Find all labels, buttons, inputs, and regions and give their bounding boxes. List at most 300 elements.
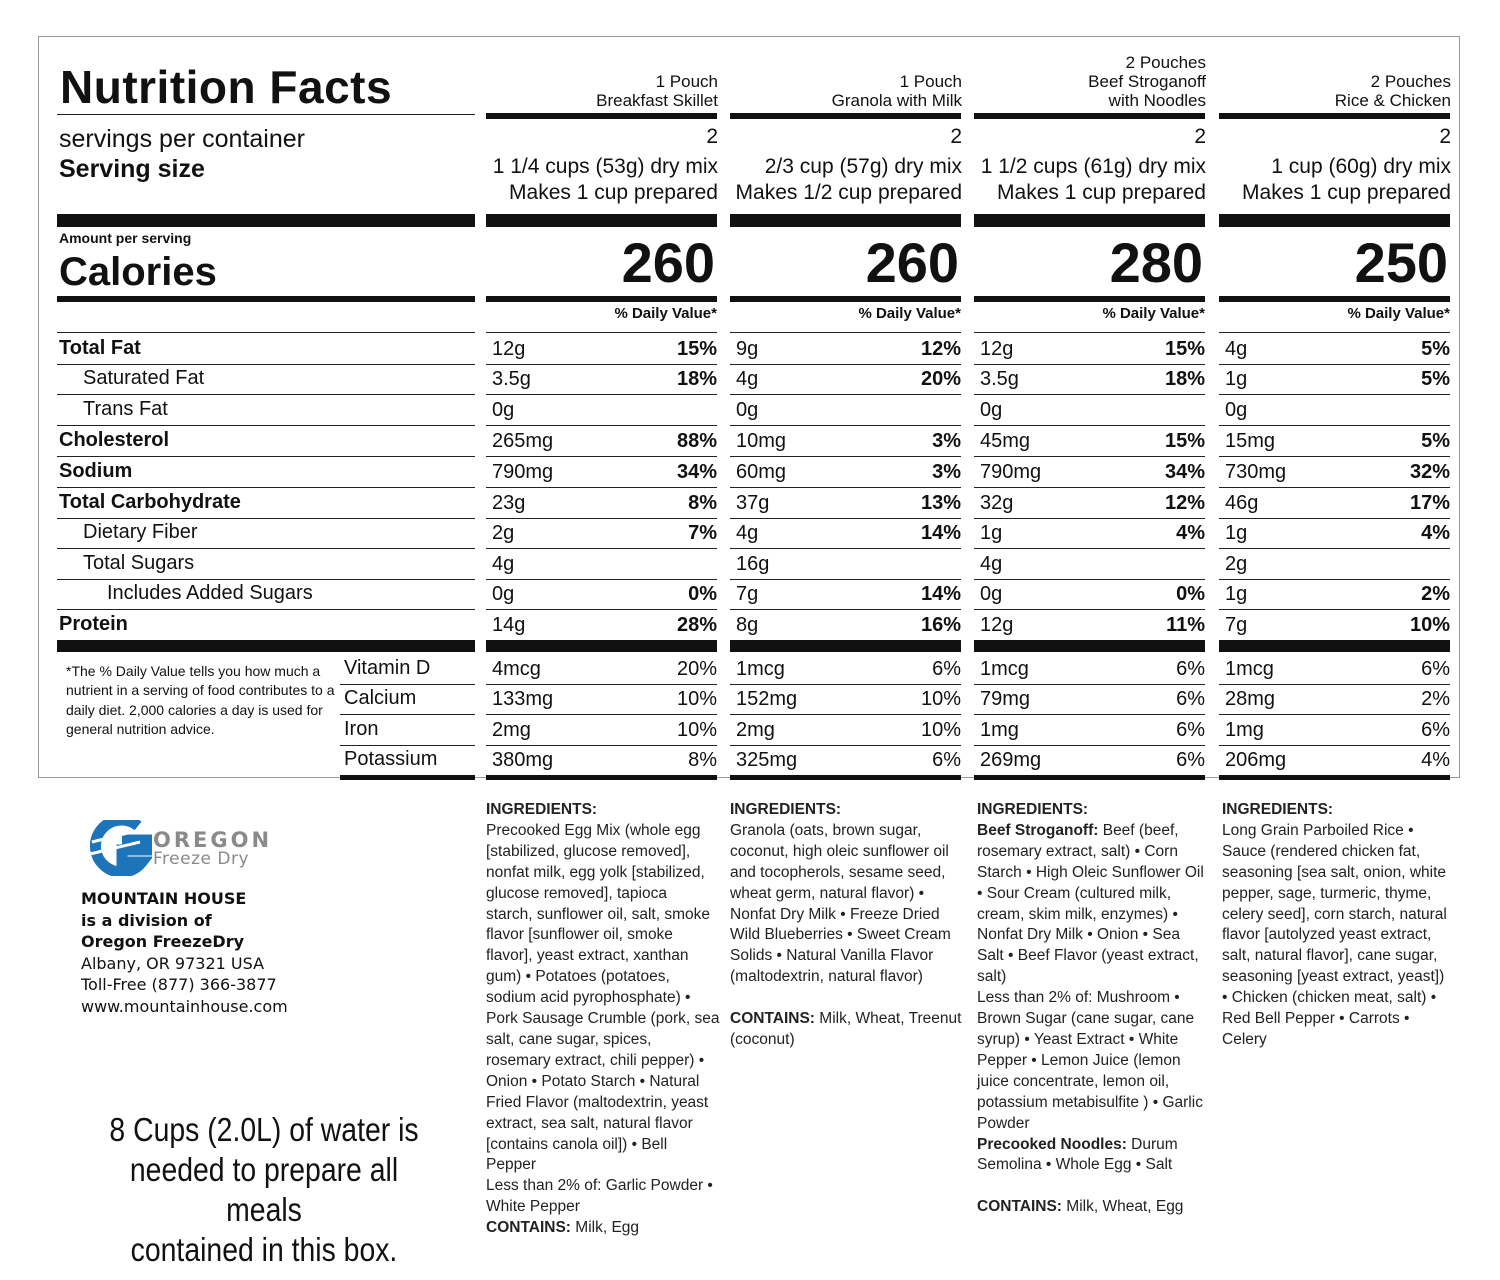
nutrient-amount: 12g xyxy=(492,338,526,360)
nutrient-label: Includes Added Sugars xyxy=(107,582,313,604)
makes-value: Makes 1 cup prepared xyxy=(509,181,718,204)
ingredient-line: juice concentrate, lemon oil, xyxy=(977,1072,1170,1090)
ingredient-line: Onion • Potato Starch • Natural xyxy=(486,1072,700,1090)
medium-rule xyxy=(486,296,717,302)
row-divider xyxy=(974,579,1205,580)
thick-rule xyxy=(486,214,717,227)
contains-label: CONTAINS: xyxy=(977,1198,1062,1216)
ingredient-line: [stabilized, glucose removed], xyxy=(486,842,691,860)
row-divider xyxy=(486,394,717,395)
vitamin-divider xyxy=(486,745,717,746)
row-divider xyxy=(1219,579,1450,580)
medium-rule-left xyxy=(57,296,475,302)
nutrient-amount: 16g xyxy=(736,553,770,575)
vitamin-daily-value: 20% xyxy=(676,658,717,680)
row-divider xyxy=(1219,609,1450,610)
vitamin-amount: 1mcg xyxy=(736,658,785,680)
vitamin-divider xyxy=(486,684,717,685)
vitamin-label: Iron xyxy=(344,718,379,740)
ingredient-line: seasoning [sea salt, onion, white xyxy=(1222,863,1447,881)
vitamin-daily-value: 2% xyxy=(1421,688,1450,710)
ingredient-line: Pepper xyxy=(486,1156,536,1174)
ingredient-gap xyxy=(730,988,961,1009)
nutrient-amount: 3.5g xyxy=(492,368,531,390)
vitamin-daily-value: 10% xyxy=(920,719,961,741)
ingredient-line: Red Bell Pepper • Carrots • xyxy=(1222,1010,1410,1028)
nutrient-amount: 4g xyxy=(736,368,759,390)
nutrient-amount: 32g xyxy=(980,492,1014,514)
serving-size-value: 1 1/4 cups (53g) dry mix xyxy=(492,155,718,178)
ingredient-line: cream, skim milk, enzymes) • xyxy=(977,905,1178,923)
vitamin-label: Potassium xyxy=(344,748,438,770)
ingredient-block xyxy=(730,800,961,1051)
medium-rule xyxy=(974,296,1205,302)
ingredient-line: salt, natural flavor], cane sugar, xyxy=(1222,947,1438,965)
ingredient-line: extract, sea salt, natural flavor xyxy=(486,1114,693,1132)
ingredient-block xyxy=(977,800,1204,1218)
vitamin-daily-value: 6% xyxy=(1421,719,1450,741)
nutrient-daily-value: 5% xyxy=(1421,368,1450,390)
vitamin-divider xyxy=(730,745,961,746)
nutrient-daily-value: 8% xyxy=(688,492,717,514)
nutrient-daily-value: 5% xyxy=(1421,430,1450,452)
nutrient-daily-value: 15% xyxy=(1164,430,1205,452)
vitamin-divider xyxy=(486,714,717,715)
nutrient-daily-value: 28% xyxy=(676,614,717,636)
ingredient-line xyxy=(977,1135,1204,1156)
logo-word-oregon: OREGON xyxy=(153,828,273,852)
vitamin-amount: 380mg xyxy=(492,749,554,771)
ingredient-line: flavor [sunflower oil, smoke xyxy=(486,926,673,944)
ingredient-line: Pepper • Lemon Juice (lemon xyxy=(977,1051,1181,1069)
daily-value-footnote: *The % Daily Value tells you how much a nutrient in a serving of food contributes to a daily diet. 2,000 calories a day is used for general nutrition advice. xyxy=(66,663,335,738)
ingredient-line: Brown Sugar (cane sugar, cane xyxy=(977,1010,1195,1028)
vitamin-daily-value: 6% xyxy=(1176,658,1205,680)
makes-value: Makes 1/2 cup prepared xyxy=(735,181,962,204)
ingredient-line: celery seed], corn starch, natural xyxy=(1222,905,1447,923)
nutrient-amount: 0g xyxy=(736,399,759,421)
vitamin-divider xyxy=(974,745,1205,746)
daily-value-header: % Daily Value* xyxy=(1102,305,1205,322)
ingredient-line: Nonfat Dry Milk • Onion • Sea xyxy=(977,926,1180,944)
vitamin-amount: 2mg xyxy=(492,719,531,741)
nutrient-daily-value: 4% xyxy=(1176,522,1205,544)
ingredient-line: rosemary extract, salt) • Corn xyxy=(977,842,1178,860)
nutrient-amount: 12g xyxy=(980,614,1014,636)
ingredient-line: syrup) • Yeast Extract • White xyxy=(977,1030,1179,1048)
nutrient-amount: 3.5g xyxy=(980,368,1019,390)
calories-value: 250 xyxy=(1354,231,1448,294)
vitamin-amount: 4mcg xyxy=(492,658,541,680)
nutrient-amount: 0g xyxy=(980,399,1003,421)
row-divider xyxy=(486,456,717,457)
header-rule xyxy=(1219,113,1450,119)
nutrient-amount: 37g xyxy=(736,492,770,514)
nutrient-label: Dietary Fiber xyxy=(83,521,198,543)
ingredient-line: (maltodextrin, natural flavor) xyxy=(730,968,923,986)
thick-rule-bottom xyxy=(974,640,1205,652)
ingredient-line: pepper, sage, turmeric, thyme, xyxy=(1222,884,1432,902)
ingredient-line: Celery xyxy=(1222,1030,1267,1048)
ingredient-line: glucose removed], tapioca xyxy=(486,884,667,902)
calories-value: 260 xyxy=(621,231,715,294)
product-name: Granola with Milk xyxy=(831,91,962,110)
contains-line xyxy=(977,1197,1204,1218)
servings-value: 2 xyxy=(706,125,718,148)
nutrient-amount: 1g xyxy=(980,522,1003,544)
vitamin-bottom-rule xyxy=(1219,775,1450,780)
vitamin-amount: 1mcg xyxy=(1225,658,1274,680)
product-pouch-count: 1 Pouch xyxy=(899,72,962,91)
vitamin-daily-value: 4% xyxy=(1421,749,1450,771)
nutrient-label: Total Carbohydrate xyxy=(59,491,241,513)
water-note-line: contained in this box. xyxy=(130,1231,398,1268)
contains-line-2: (coconut) xyxy=(730,1030,795,1048)
row-divider xyxy=(1219,425,1450,426)
nutrient-daily-value: 12% xyxy=(920,338,961,360)
row-divider xyxy=(486,425,717,426)
contains-label: CONTAINS: xyxy=(730,1010,815,1028)
nutrient-amount: 4g xyxy=(1225,338,1248,360)
nutrient-daily-value: 2% xyxy=(1421,583,1450,605)
contains-line xyxy=(730,1009,961,1030)
ingredient-line: Less than 2% of: Mushroom • xyxy=(977,989,1180,1007)
nutrient-daily-value: 18% xyxy=(1164,368,1205,390)
dv-rule-left xyxy=(57,332,475,333)
thick-rule-bottom-left xyxy=(57,640,475,652)
vitamin-daily-value: 10% xyxy=(920,688,961,710)
servings-value: 2 xyxy=(950,125,962,148)
ingredient-line: • Sour Cream (cultured milk, xyxy=(977,884,1172,902)
nutrient-amount: 1g xyxy=(1225,368,1248,390)
row-divider xyxy=(486,609,717,610)
logo-word-freezedry: Freeze Dry xyxy=(153,849,250,869)
row-divider xyxy=(57,518,475,519)
company-website: www.mountainhouse.com xyxy=(81,996,288,1016)
row-divider xyxy=(974,394,1205,395)
vitamin-divider xyxy=(340,714,475,715)
thick-rule-bottom xyxy=(730,640,961,652)
dv-rule xyxy=(1219,332,1450,333)
vitamin-daily-value: 6% xyxy=(1421,658,1450,680)
oregon-freeze-dry-logo-icon xyxy=(82,820,152,876)
row-divider xyxy=(730,548,961,549)
dv-rule xyxy=(486,332,717,333)
product-header xyxy=(1219,72,1451,110)
row-divider xyxy=(486,487,717,488)
servings-value: 2 xyxy=(1194,125,1206,148)
product-pouch-count: 1 Pouch xyxy=(655,72,718,91)
nutrient-label: Cholesterol xyxy=(59,429,170,451)
row-divider xyxy=(1219,548,1450,549)
row-divider xyxy=(57,487,475,488)
row-divider xyxy=(57,425,475,426)
ingredient-line: Fried Flavor (maltodextrin, yeast xyxy=(486,1093,709,1111)
contains-line xyxy=(486,1218,719,1239)
ingredient-line: starch, sunflower oil, salt, smoke xyxy=(486,905,710,923)
serving-size-value: 1 1/2 cups (61g) dry mix xyxy=(980,155,1206,178)
row-divider xyxy=(57,456,475,457)
nutrient-amount: 2g xyxy=(492,522,515,544)
thick-rule-left xyxy=(57,214,475,227)
ingredient-block xyxy=(486,800,719,1239)
nutrient-amount: 1g xyxy=(1225,522,1248,544)
makes-value: Makes 1 cup prepared xyxy=(997,181,1206,204)
ingredient-heading: INGREDIENTS: xyxy=(1222,801,1334,818)
nutrient-daily-value: 4% xyxy=(1421,522,1450,544)
row-divider xyxy=(1219,518,1450,519)
vitamin-bottom-rule xyxy=(486,775,717,780)
row-divider xyxy=(974,609,1205,610)
row-divider xyxy=(730,425,961,426)
nutrient-amount: 60mg xyxy=(736,461,787,483)
nutrient-amount: 0g xyxy=(492,399,515,421)
ingredient-text: Durum xyxy=(1126,1135,1178,1153)
vitamin-divider xyxy=(340,684,475,685)
nutrient-amount: 265mg xyxy=(492,430,554,452)
thick-rule-bottom xyxy=(486,640,717,652)
ingredient-lead: Beef Stroganoff: xyxy=(977,821,1099,839)
ingredient-line: salt, cane sugar, spices, xyxy=(486,1030,652,1048)
ingredient-line: Nonfat Dry Milk • Freeze Dried xyxy=(730,905,940,923)
ingredient-line: • Chicken (chicken meat, salt) • xyxy=(1222,989,1437,1007)
amount-per-serving: Amount per serving xyxy=(59,230,192,246)
ingredient-line: flavor], yeast extract, xanthan xyxy=(486,947,689,965)
vitamin-divider xyxy=(974,714,1205,715)
nutrient-amount: 730mg xyxy=(1225,461,1287,483)
ingredient-block xyxy=(1222,800,1447,1051)
product-header xyxy=(730,72,962,110)
vitamin-divider xyxy=(1219,714,1450,715)
nutrient-amount: 45mg xyxy=(980,430,1031,452)
nutrient-amount: 790mg xyxy=(492,461,554,483)
vitamin-daily-value: 6% xyxy=(1176,688,1205,710)
vitamin-amount: 79mg xyxy=(980,688,1031,710)
product-name: Rice & Chicken xyxy=(1334,91,1451,110)
vitamin-daily-value: 10% xyxy=(676,688,717,710)
nutrient-label: Saturated Fat xyxy=(83,367,205,389)
row-divider xyxy=(974,425,1205,426)
serving-size-label: Serving size xyxy=(59,155,205,183)
nutrient-amount: 15mg xyxy=(1225,430,1276,452)
ingredient-line: Sauce (rendered chicken fat, xyxy=(1222,842,1421,860)
nutrient-daily-value: 11% xyxy=(1166,614,1205,636)
nutrient-daily-value: 17% xyxy=(1409,492,1450,514)
ingredient-line: rosemary extract, chili pepper) • xyxy=(486,1051,705,1069)
nutrient-daily-value: 10% xyxy=(1409,614,1450,636)
vitamin-amount: 1mg xyxy=(980,719,1019,741)
vitamin-daily-value: 6% xyxy=(932,658,961,680)
ingredient-line: Starch • High Oleic Sunflower Oil xyxy=(977,863,1204,881)
row-divider xyxy=(730,518,961,519)
row-divider xyxy=(57,609,475,610)
nutrient-daily-value: 5% xyxy=(1421,338,1450,360)
header-rule xyxy=(486,113,717,119)
dv-rule xyxy=(974,332,1205,333)
nutrient-amount: 4g xyxy=(980,553,1003,575)
product-name: Beef Stroganoff xyxy=(1088,72,1206,91)
vitamin-bottom-rule xyxy=(730,775,961,780)
nutrient-daily-value: 18% xyxy=(676,368,717,390)
vitamin-daily-value: 8% xyxy=(688,749,717,771)
vitamin-amount: 1mg xyxy=(1225,719,1264,741)
ingredient-line: wheat germ, natural flavor) • xyxy=(730,884,925,902)
ingredient-line: Powder xyxy=(977,1114,1030,1132)
row-divider xyxy=(730,394,961,395)
row-divider xyxy=(1219,456,1450,457)
ingredient-lead: Precooked Noodles: xyxy=(977,1135,1127,1153)
vitamin-divider xyxy=(730,714,961,715)
nutrient-daily-value: 3% xyxy=(932,461,961,483)
contains-value: Milk, Egg xyxy=(575,1219,640,1237)
nutrient-label: Protein xyxy=(59,613,128,635)
company-address xyxy=(81,888,288,1017)
ingredient-line: Wild Blueberries • Sweet Cream xyxy=(730,926,951,944)
nutrient-amount: 46g xyxy=(1225,492,1259,514)
company-line-3: Oregon FreezeDry xyxy=(81,932,245,951)
row-divider xyxy=(730,609,961,610)
product-pouch-count: 2 Pouches xyxy=(1125,53,1206,72)
header-rule xyxy=(974,113,1205,119)
row-divider xyxy=(57,394,475,395)
ingredient-line: Pork Sausage Crumble (pork, sea xyxy=(486,1010,720,1028)
daily-value-header: % Daily Value* xyxy=(614,305,717,322)
water-note-line: 8 Cups (2.0L) of water is xyxy=(109,1111,419,1148)
nutrient-amount: 8g xyxy=(736,614,759,636)
ingredient-line: potassium metabisulfite ) • Garlic xyxy=(977,1093,1203,1111)
nutrient-amount: 9g xyxy=(736,338,759,360)
ingredient-line: [contains canola oil]) • Bell xyxy=(486,1135,668,1153)
medium-rule xyxy=(1219,296,1450,302)
product-name-line2: with Noodles xyxy=(1108,91,1206,110)
product-pouch-count: 2 Pouches xyxy=(1370,72,1451,91)
row-divider xyxy=(730,487,961,488)
row-divider xyxy=(486,548,717,549)
ingredient-heading: INGREDIENTS: xyxy=(977,801,1089,818)
row-divider xyxy=(57,548,475,549)
nutrient-amount: 10mg xyxy=(736,430,787,452)
nutrient-label: Sodium xyxy=(59,460,133,482)
row-divider xyxy=(730,364,961,365)
nutrient-label: Total Fat xyxy=(59,337,141,359)
row-divider xyxy=(486,518,717,519)
serving-size-value: 2/3 cup (57g) dry mix xyxy=(764,155,962,178)
nutrient-amount: 7g xyxy=(736,583,759,605)
nutrient-daily-value: 13% xyxy=(920,492,961,514)
ingredient-line: seasoning [yeast extract, yeast]) xyxy=(1222,968,1445,986)
nutrient-amount: 7g xyxy=(1225,614,1248,636)
medium-rule xyxy=(730,296,961,302)
contains-value: Milk, Wheat, Treenut xyxy=(819,1010,962,1028)
dv-rule xyxy=(730,332,961,333)
makes-value: Makes 1 cup prepared xyxy=(1242,181,1451,204)
ingredient-heading: INGREDIENTS: xyxy=(730,801,842,818)
daily-value-header: % Daily Value* xyxy=(1347,305,1450,322)
nutrient-daily-value: 16% xyxy=(920,614,961,636)
company-line-1: MOUNTAIN HOUSE xyxy=(81,889,247,908)
thick-rule-bottom xyxy=(1219,640,1450,652)
vitamin-amount: 325mg xyxy=(736,749,798,771)
vitamin-divider xyxy=(1219,684,1450,685)
vitamin-amount: 133mg xyxy=(492,688,554,710)
row-divider xyxy=(57,579,475,580)
vitamin-daily-value: 6% xyxy=(1176,719,1205,741)
ingredient-line: nonfat milk, egg yolk [stabilized, xyxy=(486,863,705,881)
vitamin-label: Calcium xyxy=(344,687,417,709)
thick-rule xyxy=(1219,214,1450,227)
ingredient-line xyxy=(977,821,1204,842)
title-rule xyxy=(57,114,475,115)
ingredient-line: Long Grain Parboiled Rice • xyxy=(1222,821,1414,839)
nutrient-daily-value: 3% xyxy=(932,430,961,452)
header-rule xyxy=(730,113,961,119)
nutrient-amount: 0g xyxy=(980,583,1003,605)
company-line-4: Albany, OR 97321 USA xyxy=(81,953,265,973)
nutrient-daily-value: 14% xyxy=(920,583,961,605)
water-note xyxy=(89,1110,440,1270)
ingredient-line: gum) • Potatoes (potatoes, xyxy=(486,968,670,986)
nutrient-amount: 4g xyxy=(492,553,515,575)
ingredient-line: flavor [autolyzed yeast extract, xyxy=(1222,926,1432,944)
calories-value: 280 xyxy=(1109,231,1203,294)
nutrient-amount: 1g xyxy=(1225,583,1248,605)
vitamin-daily-value: 10% xyxy=(676,719,717,741)
ingredient-line: Granola (oats, brown sugar, xyxy=(730,821,922,839)
ingredient-line: sodium acid pyrophosphate) • xyxy=(486,989,691,1007)
thick-rule xyxy=(730,214,961,227)
serving-size-value: 1 cup (60g) dry mix xyxy=(1271,155,1451,178)
vitamin-bottom-rule xyxy=(974,775,1205,780)
nutrition-facts-title: Nutrition Facts xyxy=(60,61,393,113)
row-divider xyxy=(57,364,475,365)
ingredient-gap xyxy=(977,1176,1204,1197)
row-divider xyxy=(486,364,717,365)
vitamin-amount: 206mg xyxy=(1225,749,1287,771)
servings-value: 2 xyxy=(1439,125,1451,148)
ingredient-line: Solids • Natural Vanilla Flavor xyxy=(730,947,934,965)
vitamin-daily-value: 6% xyxy=(932,749,961,771)
vitamin-divider xyxy=(974,684,1205,685)
nutrient-daily-value: 34% xyxy=(1164,461,1205,483)
vitamin-amount: 269mg xyxy=(980,749,1042,771)
ingredient-line: salt) xyxy=(977,968,1007,986)
vitamin-daily-value: 6% xyxy=(1176,749,1205,771)
row-divider xyxy=(1219,487,1450,488)
servings-label: servings per container xyxy=(59,125,305,153)
nutrient-daily-value: 0% xyxy=(1176,583,1205,605)
nutrient-daily-value: 34% xyxy=(676,461,717,483)
nutrient-amount: 23g xyxy=(492,492,526,514)
ingredient-line: White Pepper xyxy=(486,1198,580,1216)
vitamin-amount: 1mcg xyxy=(980,658,1029,680)
row-divider xyxy=(974,456,1205,457)
contains-label: CONTAINS: xyxy=(486,1219,571,1237)
nutrient-daily-value: 12% xyxy=(1164,492,1205,514)
row-divider xyxy=(486,579,717,580)
row-divider xyxy=(1219,394,1450,395)
nutrient-amount: 12g xyxy=(980,338,1014,360)
nutrient-amount: 0g xyxy=(1225,399,1248,421)
ingredient-line: Precooked Egg Mix (whole egg xyxy=(486,821,701,839)
nutrient-daily-value: 20% xyxy=(920,368,961,390)
nutrient-daily-value: 14% xyxy=(920,522,961,544)
vitamin-amount: 28mg xyxy=(1225,688,1276,710)
nutrient-amount: 4g xyxy=(736,522,759,544)
thick-rule xyxy=(974,214,1205,227)
product-header xyxy=(486,72,718,110)
nutrient-amount: 790mg xyxy=(980,461,1042,483)
nutrient-daily-value: 32% xyxy=(1409,461,1450,483)
